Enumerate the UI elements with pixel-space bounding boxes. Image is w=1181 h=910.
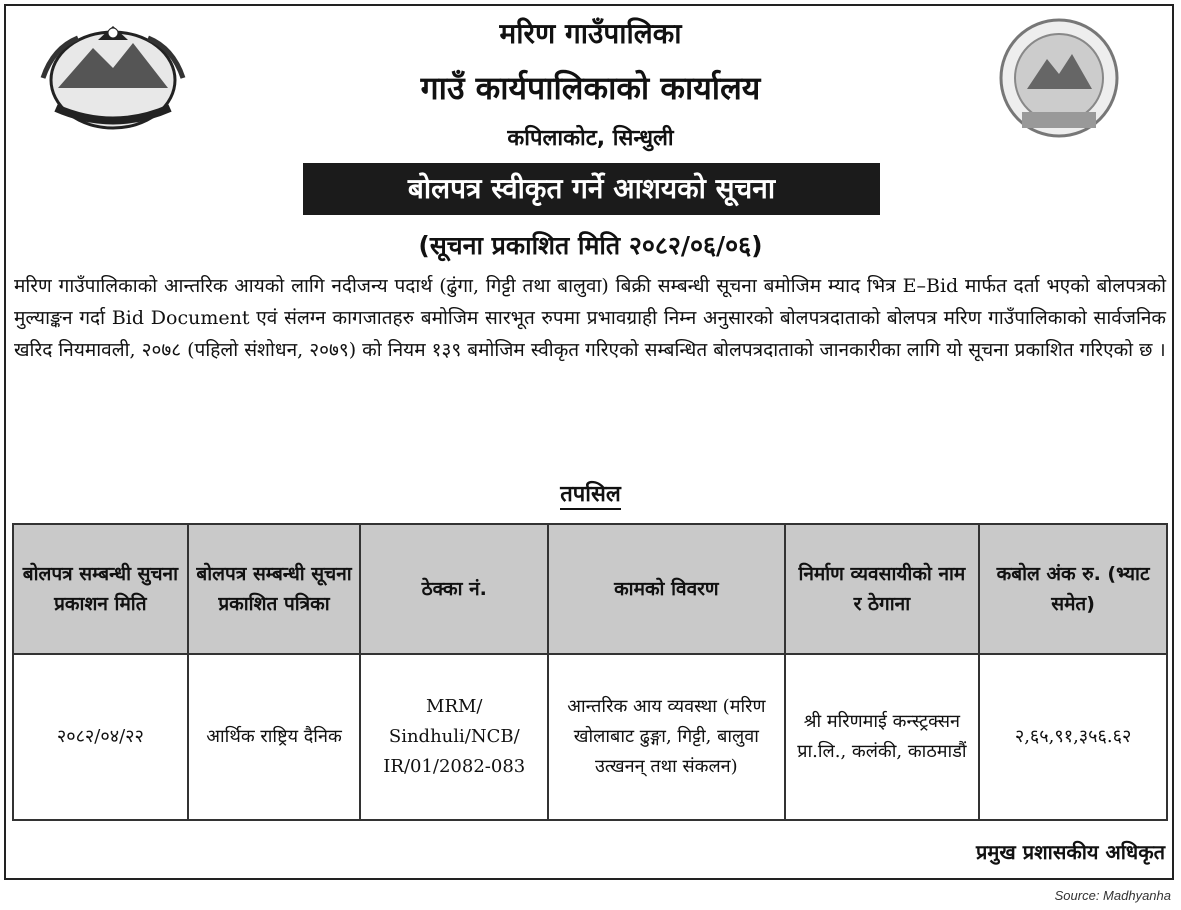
table-row bbox=[13, 654, 1167, 820]
col-header-description: कामको विवरण bbox=[548, 524, 784, 654]
col-header-amount: कबोल अंक रु. (भ्याट समेत) bbox=[979, 524, 1167, 654]
cell-description: आन्तरिक आय व्यवस्था (मरिण खोलाबाट ढुङ्गा, गिट्टी, बालुवा उत्खनन् तथा संकलन) bbox=[548, 654, 784, 820]
notice-title: बोलपत्र स्वीकृत गर्ने आशयको सूचना bbox=[303, 163, 880, 215]
col-header-newspaper: बोलपत्र सम्बन्धी सूचना प्रकाशित पत्रिका bbox=[188, 524, 361, 654]
signatory-title: प्रमुख प्रशासकीय अधिकृत bbox=[976, 840, 1165, 864]
cell-date: २०८२/०४/२२ bbox=[13, 654, 188, 820]
notice-body: मरिण गाउँपालिकाको आन्तरिक आयको लागि नदीजन्य पदार्थ (ढुंगा, गिट्टी तथा बालुवा) बिक्री सम्बन्धी सूचना बमोजिम म्याद भित्र E–Bid मार्फत दर्ता भएको बोलपत्रको मुल्याङ्कन गर्दा Bid Document एवं संलग्न कागजातहरु बमोजिम सारभूत रुपमा प्रभावग्राही निम्न अनुसारको बोलपत्रदाताको बोलपत्र मरिण गाउँपालिकाको सार्वजनिक खरिद नियमावली, २०७८ (पहिलो संशोधन, २०७९) को नियम १३९ बमोजिम स्वीकृत गरिएको सम्बन्धित बोलपत्रदाताको जानकारीका लागि यो सूचना प्रकाशित गरिएको छ । bbox=[14, 275, 1166, 361]
cell-contractor: श्री मरिणमाई कन्स्ट्रक्सन प्रा.लि., कलंकी, काठमाडौं bbox=[785, 654, 980, 820]
schedule-heading-text: तपसिल bbox=[560, 482, 621, 510]
office-name: गाउँ कार्यपालिकाको कार्यालय bbox=[420, 69, 761, 107]
published-date: (सूचना प्रकाशित मिति २०८२/०६/०६) bbox=[418, 231, 763, 260]
table-header-row bbox=[13, 524, 1167, 654]
col-header-contractor: निर्माण व्यवसायीको नाम र ठेगाना bbox=[785, 524, 980, 654]
col-header-contract-no: ठेक्का नं. bbox=[360, 524, 548, 654]
cell-amount: २,६५,९१,३५६.६२ bbox=[979, 654, 1167, 820]
schedule-heading bbox=[0, 478, 1181, 508]
municipality-name: मरिण गाउँपालिका bbox=[499, 17, 682, 50]
cell-contract-no: MRM/ Sindhuli/NCB/ IR/01/2082-083 bbox=[360, 654, 548, 820]
source-credit: Source: Madhyanha bbox=[1054, 888, 1171, 903]
col-header-date: बोलपत्र सम्बन्धी सुचना प्रकाशन मिति bbox=[13, 524, 188, 654]
schedule-table bbox=[12, 523, 1168, 821]
cell-newspaper: आर्थिक राष्ट्रिय दैनिक bbox=[188, 654, 361, 820]
office-address: कपिलाकोट, सिन्धुली bbox=[507, 126, 674, 151]
